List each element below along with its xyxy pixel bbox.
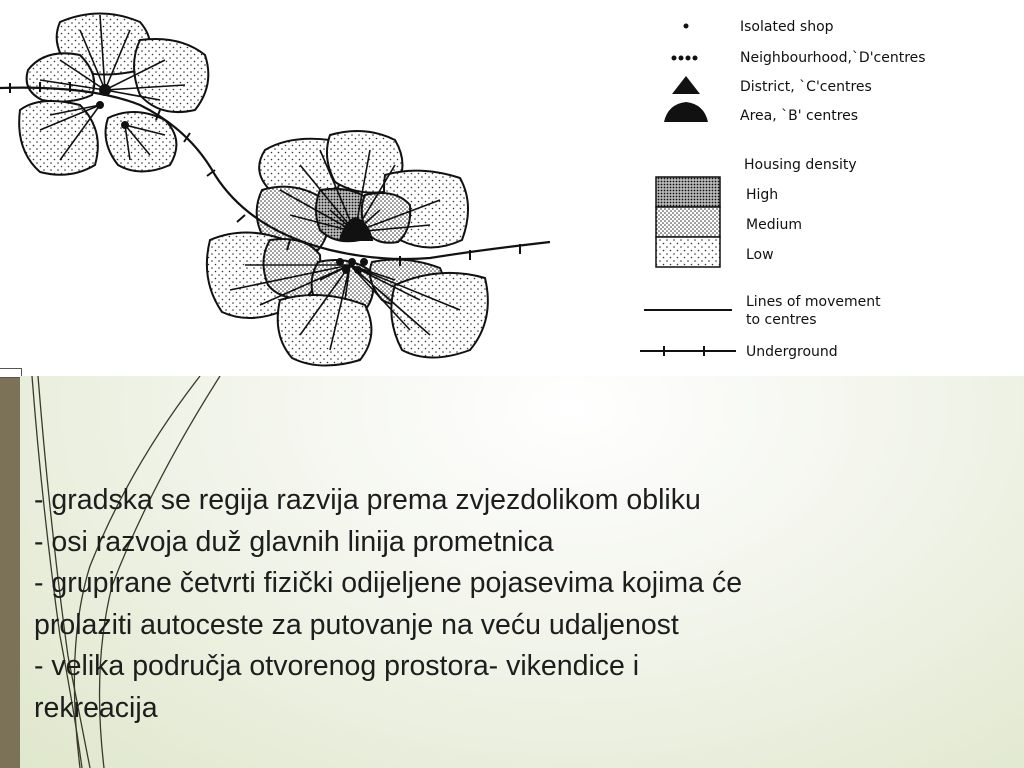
bullet-line: - gradska se regija razvija prema zvjezdolikom obliku [34,484,701,516]
legend-lines-of-movement: Lines of movement [746,294,881,310]
isolated-shop-symbol [684,24,689,29]
neighbourhood-symbol [672,56,698,61]
area-symbol [664,102,708,122]
neighbourhood-centre-marker [361,259,367,265]
north-west-district-cluster [19,14,208,175]
legend-underground: Underground [746,344,838,360]
housing-lobe [134,39,208,112]
bullet-line-continuation: prolaziti autoceste za putovanje na veću udaljenost [34,608,679,641]
density-medium-swatch [656,207,720,237]
density-low-swatch [656,237,720,267]
bullet-line: - osi razvoja duž glavnih linija prometnica [34,525,554,558]
housing-lobe [278,295,372,366]
legend [640,19,926,360]
legend-medium: Medium [746,217,802,233]
underground-symbol [640,346,736,356]
left-decorative-rail [0,376,20,768]
district-symbol [672,76,700,94]
bullet-line: - grupirane četvrti fizički odijeljene pojasevima kojima će [34,567,743,599]
legend-to-centres: to centres [746,312,817,328]
legend-low: Low [746,247,774,263]
housing-lobe [19,101,98,175]
neighbourhood-centre-marker [337,259,343,265]
legend-area: Area, `B' centres [740,108,859,124]
density-high-swatch [656,177,720,207]
bullet-line: - velika područja otvorenog prostora- vikendice i [34,650,640,682]
legend-neighbourhood: Neighbourhood,`D'centres [740,50,926,66]
rail-notch [0,368,22,378]
neighbourhood-centre-marker [349,259,355,265]
neighbourhood-centre-marker [343,267,349,273]
city-star-diagram [0,0,1024,376]
legend-high: High [746,187,779,203]
housing-lobe [391,273,488,358]
neighbourhood-centre-marker [122,122,128,128]
neighbourhood-centre-marker [355,267,361,273]
bullet-text-block [34,480,1014,729]
bullet-line-continuation: rekreacija [34,691,158,724]
legend-district: District, `C'centres [740,79,872,95]
main-district-cluster [207,131,488,366]
legend-housing-density: Housing density [744,157,857,173]
legend-isolated-shop: Isolated shop [740,19,834,35]
neighbourhood-centre-marker [97,102,103,108]
